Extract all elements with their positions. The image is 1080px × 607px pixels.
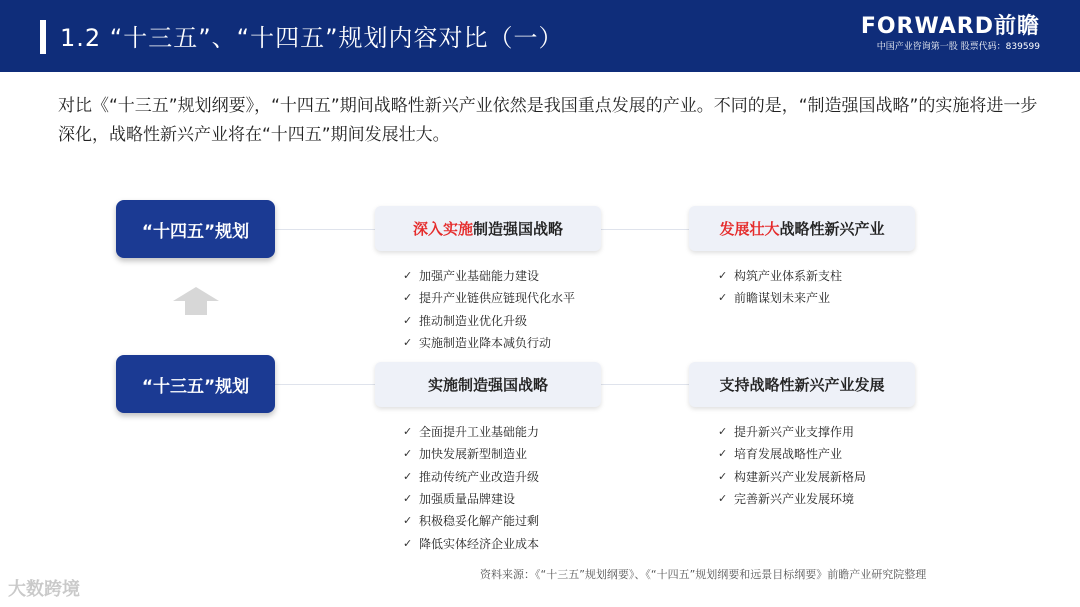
check-icon: ✓ — [718, 469, 728, 483]
card-highlight: 深入实施 — [412, 220, 473, 238]
card-thirteenth-emerging: 支持战略性新兴产业发展 — [689, 362, 915, 407]
page-title: 1.2 “十三五”、“十四五”规划内容对比（一） — [60, 24, 564, 52]
check-icon: ✓ — [718, 291, 728, 305]
source-note: 资料来源：《“十三五”规划纲要》、《“十四五”规划纲要和远景目标纲要》前瞻产业研究院整理 — [480, 568, 927, 581]
check-icon: ✓ — [718, 492, 728, 506]
card-label: 制造强国战略 — [473, 220, 564, 238]
check-icon: ✓ — [403, 492, 413, 506]
list-item — [403, 466, 539, 488]
list-item-text: 降低实体经济企业成本 — [419, 536, 540, 551]
list-item — [403, 287, 575, 309]
connector-line — [601, 229, 689, 230]
list-item-text: 推动制造业优化升级 — [419, 313, 528, 328]
header-bar — [0, 0, 1080, 72]
check-icon: ✓ — [403, 336, 413, 350]
card-fourteenth-emerging — [689, 206, 915, 251]
plan-box-thirteenth: “十三五”规划 — [116, 355, 275, 413]
watermark: 大数跨境 — [8, 579, 80, 600]
list-item — [403, 265, 575, 287]
list-fourteenth-manufacturing — [403, 265, 575, 354]
brand-name: FORWARD前瞻 — [860, 14, 1040, 39]
list-item — [718, 421, 866, 443]
check-icon: ✓ — [403, 425, 413, 439]
list-item-text: 构建新兴产业发展新格局 — [734, 469, 867, 484]
card-label: 战略性新兴产业 — [779, 220, 885, 238]
card-fourteenth-manufacturing — [375, 206, 601, 251]
check-icon: ✓ — [718, 269, 728, 283]
brand-tagline: 中国产业咨询第一股 股票代码：839599 — [876, 42, 1040, 52]
list-item-text: 实施制造业降本减负行动 — [419, 336, 552, 351]
list-fourteenth-emerging — [718, 265, 842, 310]
list-item — [403, 421, 539, 443]
list-thirteenth-emerging — [718, 421, 866, 510]
header-accent-bar — [40, 20, 46, 54]
list-item-text: 全面提升工业基础能力 — [419, 425, 540, 440]
connector-line — [601, 384, 689, 385]
list-item-text: 积极稳妥化解产能过剩 — [419, 514, 540, 529]
list-item — [718, 466, 866, 488]
list-item — [403, 532, 539, 554]
card-thirteenth-manufacturing: 实施制造强国战略 — [375, 362, 601, 407]
intro-paragraph: 对比《“十三五”规划纲要》，“十四五”期间战略性新兴产业依然是我国重点发展的产业。不同的是，“制造强国战略”的实施将进一步深化，战略性新兴产业将在“十四五”期间发展壮大。 — [58, 96, 1038, 145]
list-item-text: 加强产业基础能力建设 — [419, 269, 540, 284]
list-item — [403, 443, 539, 465]
list-item — [718, 287, 842, 309]
check-icon: ✓ — [403, 447, 413, 461]
check-icon: ✓ — [403, 291, 413, 305]
check-icon: ✓ — [403, 313, 413, 327]
list-item — [403, 510, 539, 532]
list-item — [403, 310, 575, 332]
check-icon: ✓ — [403, 469, 413, 483]
check-icon: ✓ — [403, 536, 413, 550]
connector-line — [275, 229, 375, 230]
list-item-text: 加强质量品牌建设 — [419, 492, 516, 507]
up-arrow-icon — [173, 287, 219, 315]
list-item-text: 提升新兴产业支撑作用 — [734, 425, 855, 440]
list-item — [403, 332, 575, 354]
check-icon: ✓ — [403, 269, 413, 283]
connector-line — [275, 384, 375, 385]
check-icon: ✓ — [718, 425, 728, 439]
plan-box-fourteenth: “十四五”规划 — [116, 200, 275, 258]
card-highlight: 发展壮大 — [719, 220, 780, 238]
list-item-text: 提升产业链供应链现代化水平 — [419, 291, 576, 306]
list-thirteenth-manufacturing — [403, 421, 539, 555]
list-item — [718, 488, 866, 510]
list-item-text: 培育发展战略性产业 — [734, 447, 843, 462]
list-item-text: 加快发展新型制造业 — [419, 447, 528, 462]
list-item — [403, 488, 539, 510]
list-item-text: 前瞻谋划未来产业 — [734, 291, 831, 306]
list-item — [718, 443, 866, 465]
list-item-text: 完善新兴产业发展环境 — [734, 492, 855, 507]
check-icon: ✓ — [718, 447, 728, 461]
list-item-text: 推动传统产业改造升级 — [419, 469, 540, 484]
brand-logo — [861, 14, 1040, 54]
check-icon: ✓ — [403, 514, 413, 528]
list-item — [718, 265, 842, 287]
list-item-text: 构筑产业体系新支柱 — [734, 269, 843, 284]
